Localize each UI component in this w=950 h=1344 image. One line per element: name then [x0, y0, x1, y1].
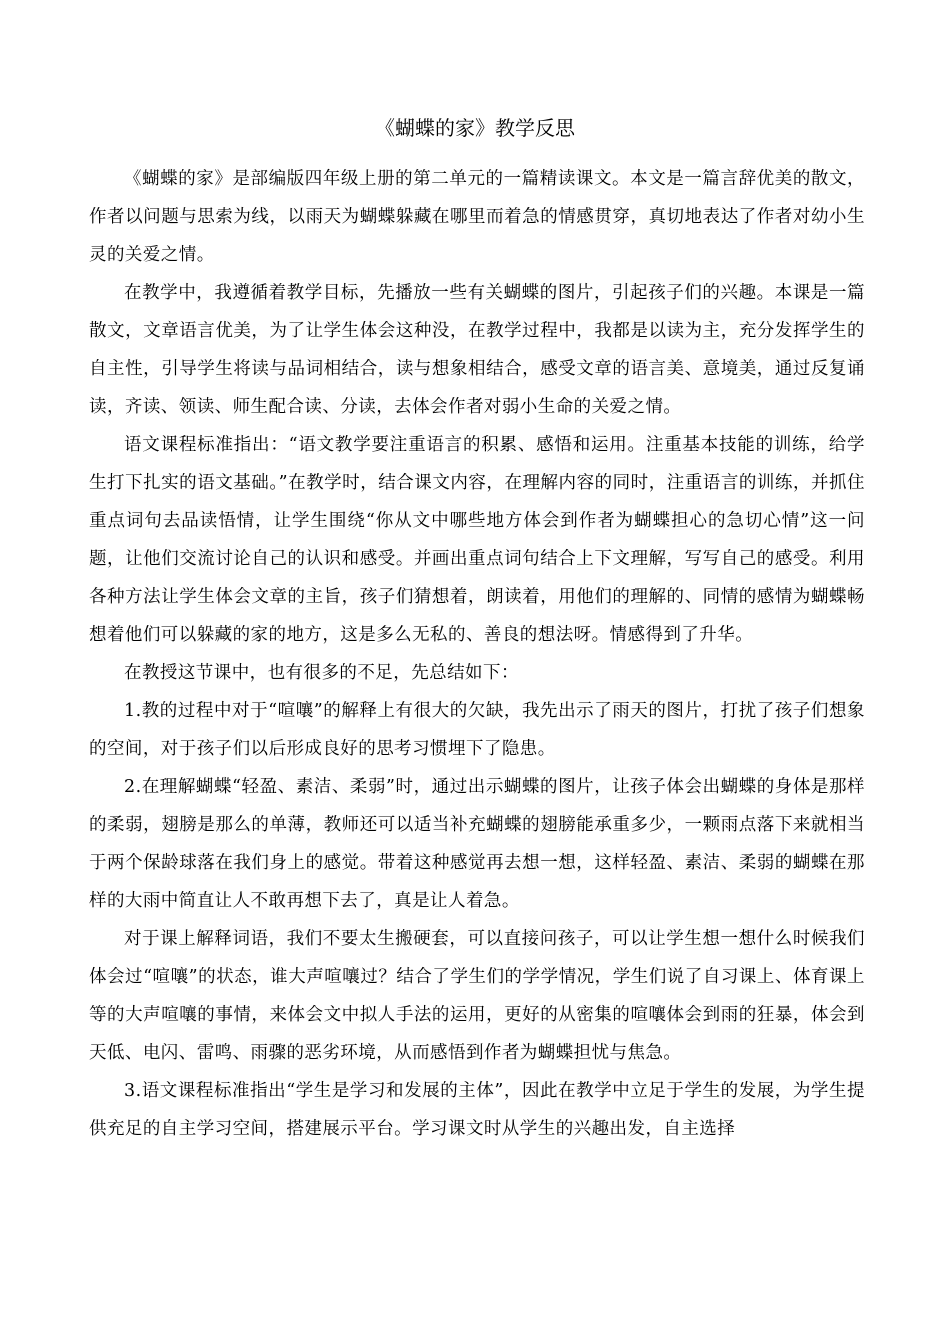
- document-body: [89, 160, 865, 1148]
- paragraph-word-explanation: 对于课上解释词语，我们不要太生搬硬套，可以直接问孩子，可以让学生想一想什么时候我们体会过“喧嚷”的状态，谁大声喧嚷过？结合了学生们的学学情况，学生们说了自习课上、体育课上等的大声喧嚷的事情，来体会文中拟人手法的运用，更好的从密集的喧嚷体会到雨的狂暴，体会到天低、电闪、雷鸣、雨骤的恶劣环境，从而感悟到作者为蝴蝶担忧与焦急。: [89, 929, 865, 1063]
- paragraph-shortcomings-intro: 在教授这节课中，也有很多的不足，先总结如下：: [124, 663, 519, 683]
- paragraph-intro: 《蝴蝶的家》是部编版四年级上册的第二单元的一篇精读课文。本文是一篇言辞优美的散文，作者以问题与思索为线，以雨天为蝴蝶躲藏在哪里而着急的情感贯穿，真切地表达了作者对幼小生灵的关爱之情。: [89, 169, 865, 265]
- paragraph-point-1: 1.教的过程中对于“喧嚷”的解释上有很大的欠缺，我先出示了雨天的图片，打扰了孩子们想象的空间，对于孩子们以后形成良好的思考习惯埋下了隐患。: [89, 701, 865, 759]
- paragraph-point-3: 3.语文课程标准指出“学生是学习和发展的主体”，因此在教学中立足于学生的发展，为学生提供充足的自主学习空间，搭建展示平台。学习课文时从学生的兴趣出发，自主选择: [89, 1081, 865, 1139]
- paragraph-teaching-process: 在教学中，我遵循着教学目标，先播放一些有关蝴蝶的图片，引起孩子们的兴趣。本课是一篇散文，文章语言优美，为了让学生体会这种没，在教学过程中，我都是以读为主，充分发挥学生的自主性，引导学生将读与品词相结合，读与想象相结合，感受文章的语言美、意境美，通过反复诵读，齐读、领读、师生配合读、分读，去体会作者对弱小生命的关爱之情。: [89, 283, 865, 417]
- paragraph-point-2: 2.在理解蝴蝶“轻盈、素洁、柔弱”时，通过出示蝴蝶的图片，让孩子体会出蝴蝶的身体是那样的柔弱，翅膀是那么的单薄，教师还可以适当补充蝴蝶的翅膀能承重多少，一颗雨点落下来就相当于两个保龄球落在我们身上的感觉。带着这种感觉再去想一想，这样轻盈、素洁、柔弱的蝴蝶在那样的大雨中简直让人不敢再想下去了，真是让人着急。: [89, 777, 865, 911]
- document-title: 《蝴蝶的家》教学反思: [375, 116, 575, 140]
- paragraph-curriculum-standard: 语文课程标准指出：“语文教学要注重语言的积累、感悟和运用。注重基本技能的训练，给学生打下扎实的语文基础。”在教学时，结合课文内容，在理解内容的同时，注重语言的训练，并抓住重点词句去品读悟情，让学生围绕“你从文中哪些地方体会到作者为蝴蝶担心的急切心情”这一问题，让他们交流讨论自己的认识和感受。并画出重点词句结合上下文理解，写写自己的感受。利用各种方法让学生体会文章的主旨，孩子们猜想着，朗读着，用他们的理解的、同情的感情为蝴蝶畅想着他们可以躲藏的家的地方，这是多么无私的、善良的想法呀。情感得到了升华。: [89, 435, 865, 645]
